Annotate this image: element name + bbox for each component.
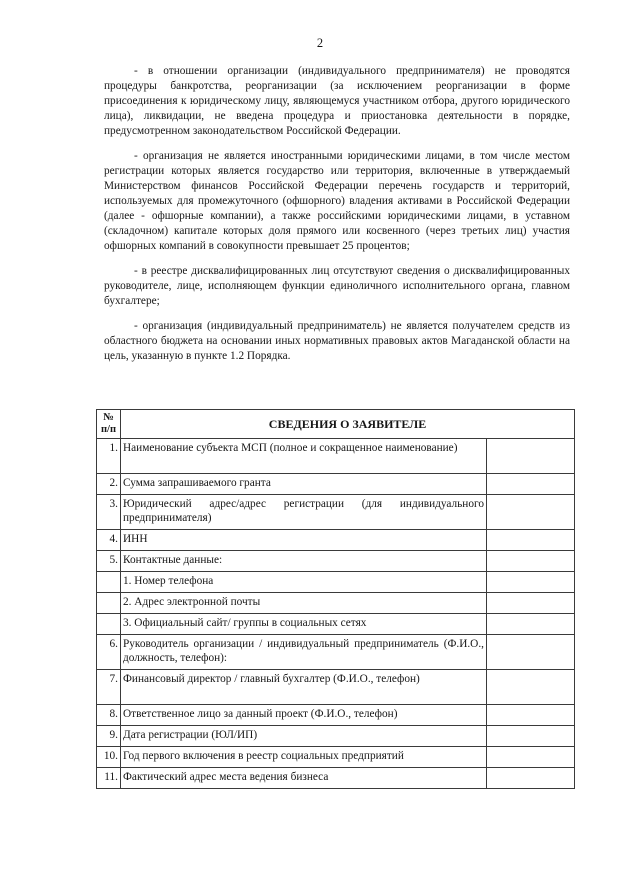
row-number	[97, 614, 121, 635]
row-value-cell[interactable]	[487, 726, 575, 747]
row-number: 5.	[97, 551, 121, 572]
table-row	[97, 439, 575, 474]
row-item: Контактные данные:	[121, 551, 487, 572]
row-item: Ответственное лицо за данный проект (Ф.И.О., телефон)	[121, 705, 487, 726]
row-item: ИНН	[121, 530, 487, 551]
body-text	[104, 64, 570, 364]
table-row	[97, 635, 575, 670]
row-value-cell[interactable]	[487, 747, 575, 768]
row-item: Сумма запрашиваемого гранта	[121, 474, 487, 495]
row-item: 2. Адрес электронной почты	[121, 593, 487, 614]
row-item: Финансовый директор / главный бухгалтер (Ф.И.О., телефон)	[121, 670, 487, 705]
row-item: 3. Официальный сайт/ группы в социальных сетях	[121, 614, 487, 635]
table-row	[97, 747, 575, 768]
row-number: 3.	[97, 495, 121, 530]
row-value-cell[interactable]	[487, 474, 575, 495]
row-value-cell[interactable]	[487, 635, 575, 670]
table-title: СВЕДЕНИЯ О ЗАЯВИТЕЛЕ	[121, 410, 575, 439]
row-value-cell[interactable]	[487, 495, 575, 530]
row-number: 10.	[97, 747, 121, 768]
table-row	[97, 614, 575, 635]
table-row	[97, 768, 575, 789]
row-number	[97, 593, 121, 614]
row-value-cell[interactable]	[487, 439, 575, 474]
table-row	[97, 474, 575, 495]
row-number: 7.	[97, 670, 121, 705]
table-row	[97, 593, 575, 614]
row-value-cell[interactable]	[487, 593, 575, 614]
paragraph-bankruptcy: - в отношении организации (индивидуального предпринимателя) не проводятся процедуры банкротства, реорганизации (за исключением реорганизации в форме присоединения к юридическому лицу, являющемуся участником отбора, другого юридического лица), ликвидации, не введена процедура и приостановка деятельности в порядке, предусмотренном законодательством Российской Федерации.	[104, 65, 570, 137]
row-item: Наименование субъекта МСП (полное и сокращенное наименование)	[121, 439, 487, 474]
table-row	[97, 495, 575, 530]
paragraph-offshore: - организация не является иностранными юридическими лицами, в том числе местом регистрации которых является государство или территория, включенные в утверждаемый Министерством финансов Российской Федерации перечень государств и территорий, используемых для промежуточного (офшорного) владения активами в Российской Федерации (далее - офшорные компании), а также российскими юридическими лицами, в уставном (складочном) капитале которых доля прямого или косвенного (через третьих лиц) участия офшорных компаний в совокупности превышает 25 процентов;	[104, 150, 570, 252]
paragraph-disqualified: - в реестре дисквалифицированных лиц отсутствуют сведения о дисквалифицированных руководителе, лице, исполняющем функции единоличного исполнительного органа, главном бухгалтере;	[104, 265, 570, 307]
table-row	[97, 705, 575, 726]
row-value-cell[interactable]	[487, 551, 575, 572]
row-item: Руководитель организации / индивидуальный предприниматель (Ф.И.О., должность, телефон):	[121, 635, 487, 670]
row-number: 1.	[97, 439, 121, 474]
row-item: Юридический адрес/адрес регистрации (для индивидуального предпринимателя)	[121, 495, 487, 530]
table-row	[97, 670, 575, 705]
table-row	[97, 726, 575, 747]
row-number: 9.	[97, 726, 121, 747]
row-number: 6.	[97, 635, 121, 670]
table-header-row	[97, 410, 575, 439]
applicant-info-table	[96, 409, 575, 789]
row-number: 2.	[97, 474, 121, 495]
row-value-cell[interactable]	[487, 670, 575, 705]
row-item: 1. Номер телефона	[121, 572, 487, 593]
row-number: 8.	[97, 705, 121, 726]
table-row	[97, 551, 575, 572]
row-value-cell[interactable]	[487, 705, 575, 726]
row-number	[97, 572, 121, 593]
row-value-cell[interactable]	[487, 768, 575, 789]
row-value-cell[interactable]	[487, 530, 575, 551]
row-value-cell[interactable]	[487, 614, 575, 635]
row-item: Фактический адрес места ведения бизнеса	[121, 768, 487, 789]
row-item: Дата регистрации (ЮЛ/ИП)	[121, 726, 487, 747]
table-row	[97, 572, 575, 593]
row-number: 4.	[97, 530, 121, 551]
table-row	[97, 530, 575, 551]
page-number: 2	[316, 36, 324, 50]
paragraph-budget-funds: - организация (индивидуальный предприниматель) не является получателем средств из областного бюджета на основании иных нормативных правовых актов Магаданской области на цель, указанную в пункте 1.2 Порядка.	[104, 320, 570, 362]
row-value-cell[interactable]	[487, 572, 575, 593]
row-item: Год первого включения в реестр социальных предприятий	[121, 747, 487, 768]
number-column-header: № п/п	[97, 410, 121, 439]
row-number: 11.	[97, 768, 121, 789]
